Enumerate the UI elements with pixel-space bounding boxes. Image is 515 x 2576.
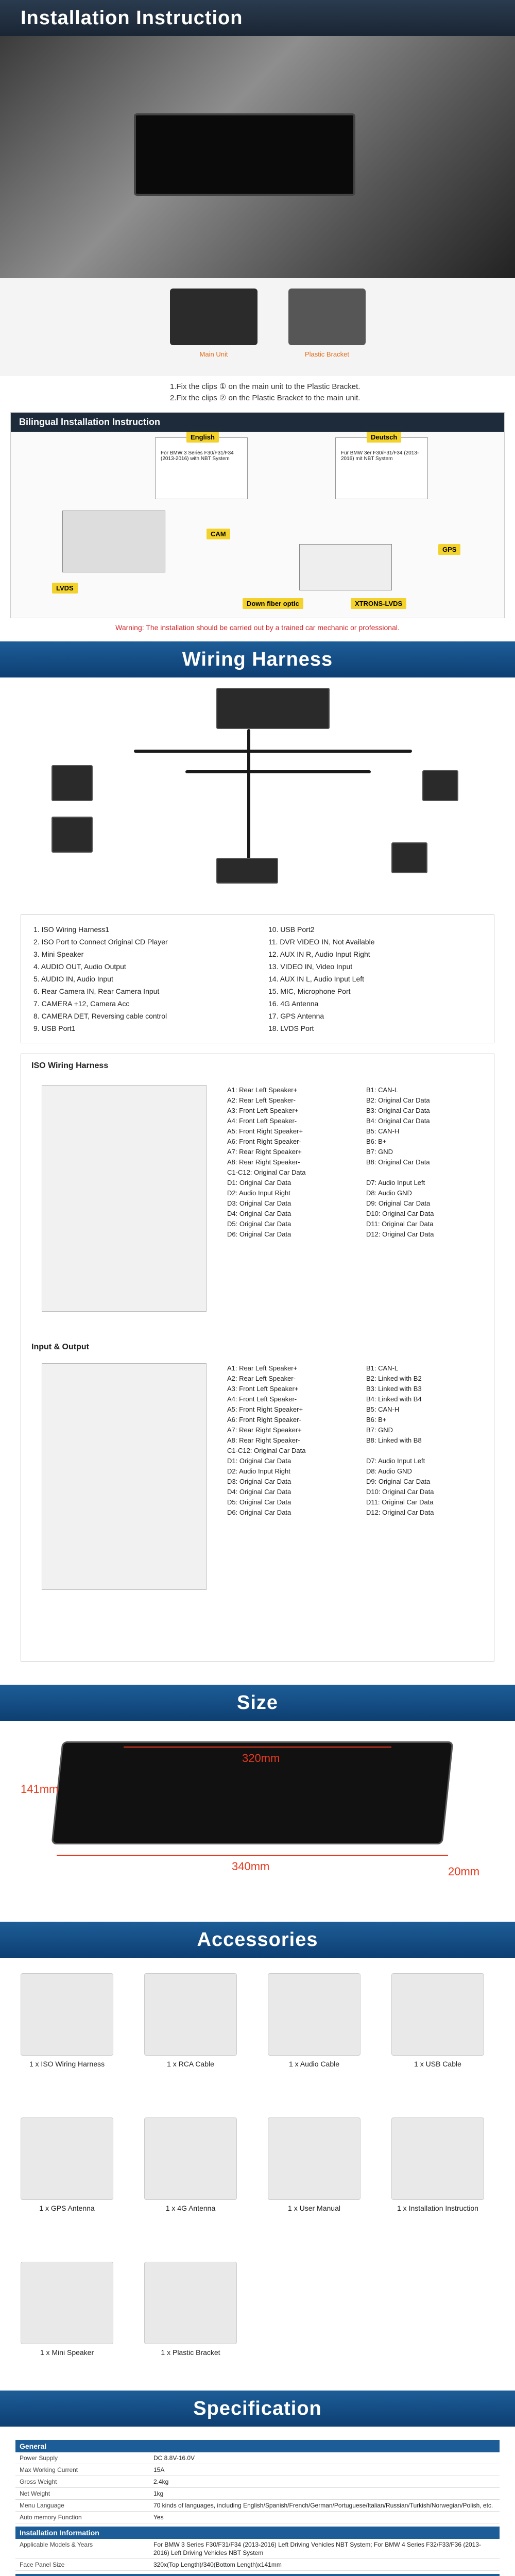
spec-key: Face Panel Size (20, 2561, 65, 2568)
spec-value: 15A (153, 2466, 165, 2473)
spec-key: Max Working Current (20, 2466, 78, 2473)
size-title: Size (236, 1691, 279, 1714)
pin-label: A4: Front Left Speaker- (227, 1395, 297, 1403)
pin-label: A8: Rear Right Speaker- (227, 1436, 300, 1444)
installation-section (0, 0, 515, 636)
spec-title: Specification (193, 2397, 322, 2419)
cam-tag: CAM (207, 529, 230, 539)
install-instruction-image (391, 2117, 484, 2200)
legend-item: 7. CAMERA +12, Camera Acc (33, 999, 130, 1008)
pin-label: B7: GND (366, 1148, 393, 1156)
spec-key: Auto memory Function (20, 2514, 82, 2521)
pin-label: A5: Front Right Speaker+ (227, 1127, 303, 1135)
pin-label: D8: Audio GND (366, 1467, 412, 1475)
spec-row (15, 2539, 500, 2559)
manual-en-title: For BMW 3 Series F30/F31/F34 (2013-2016) with NBT System (161, 450, 234, 462)
iso-panel (21, 1054, 494, 1662)
spec-key: Power Supply (20, 2454, 58, 2462)
pin-label: B1: CAN-L (366, 1086, 399, 1094)
legend-item: 2. ISO Port to Connect Original CD Player (33, 938, 168, 946)
legend-right-list (268, 923, 374, 1035)
down-fiber-tag: Down fiber optic (243, 598, 303, 609)
pin-label: D4: Original Car Data (227, 1488, 291, 1496)
accessories-section (0, 1922, 515, 2380)
legend-item: 10. USB Port2 (268, 925, 315, 934)
io-pin-list (227, 1363, 500, 1518)
head-unit-image (216, 688, 330, 729)
pin-label: D1: Original Car Data (227, 1457, 291, 1465)
spec-key: Net Weight (20, 2490, 50, 2497)
height-label: 141mm (21, 1783, 59, 1795)
bilingual-panel (10, 412, 505, 618)
4g-antenna-image (144, 2117, 237, 2200)
pin-label: D2: Audio Input Right (227, 1189, 290, 1197)
accessory-label: 1 x Audio Cable (288, 2060, 340, 2068)
manual-en (155, 433, 248, 499)
accessory-label: 1 x ISO Wiring Harness (29, 2060, 105, 2068)
legend-item: 4. AUDIO OUT, Audio Output (33, 962, 126, 971)
spec-value: Yes (153, 2514, 164, 2521)
unit-back-image (62, 511, 165, 572)
spec-value: 1kg (153, 2490, 164, 2497)
io-pinout-diagram (42, 1363, 207, 1590)
accessory-label: 1 x RCA Cable (167, 2060, 214, 2068)
legend-item: 5. AUDIO IN, Audio Input (33, 975, 113, 983)
accessory-item (10, 1973, 124, 2068)
pin-label: B6: B+ (366, 1138, 387, 1145)
wiring-section (0, 641, 515, 1677)
mini-speaker-image (21, 2262, 113, 2344)
spec-row (15, 2500, 500, 2512)
pin-label: D9: Original Car Data (366, 1199, 431, 1207)
installation-warning: Warning: The installation should be carried out by a trained car mechanic or professional. (115, 623, 400, 632)
pin-label: D11: Original Car Data (366, 1498, 434, 1506)
wiring-title: Wiring Harness (182, 648, 333, 670)
accessory-item (134, 1973, 247, 2068)
iso-pin-list (227, 1085, 500, 1240)
gps-tag: GPS (438, 544, 460, 555)
accessory-label: 1 x User Manual (288, 2204, 340, 2212)
pin-label: B3: Linked with B3 (366, 1385, 422, 1393)
accessory-label: 1 x Mini Speaker (40, 2348, 94, 2357)
spec-category: General (15, 2440, 500, 2452)
pin-label: A4: Front Left Speaker- (227, 1117, 297, 1125)
pin-label: D6: Original Car Data (227, 1509, 291, 1516)
spec-row (15, 2464, 500, 2476)
legend-item: 8. CAMERA DET, Reversing cable control (33, 1012, 167, 1020)
pin-label: D9: Original Car Data (366, 1478, 431, 1485)
deutsch-tag: Deutsch (367, 432, 401, 443)
accessory-label: 1 x 4G Antenna (165, 2204, 216, 2212)
lvds-tag: LVDS (52, 583, 78, 594)
installation-banner (0, 0, 515, 36)
pin-label: B5: CAN-H (366, 1127, 400, 1135)
spec-key: Menu Language (20, 2502, 64, 2509)
legend-item: 6. Rear Camera IN, Rear Camera Input (33, 987, 160, 995)
pin-label: B4: Linked with B4 (366, 1395, 422, 1403)
inner-dimension-line (124, 1747, 391, 1748)
pin-label: C1-C12: Original Car Data (227, 1168, 306, 1176)
spec-row (15, 2452, 500, 2464)
screen-mockup (134, 113, 355, 196)
pin-label: D8: Audio GND (366, 1189, 412, 1197)
manual-de (335, 433, 428, 499)
iso-harness-image (21, 1973, 113, 2056)
accessory-item (258, 2117, 371, 2212)
accessory-item (134, 2262, 247, 2357)
pin-label: A7: Rear Right Speaker+ (227, 1148, 302, 1156)
legend-item: 11. DVR VIDEO IN, Not Available (268, 938, 375, 946)
legend-item: 17. GPS Antenna (268, 1012, 324, 1020)
pin-label: B7: GND (366, 1426, 393, 1434)
bracket-area (0, 278, 515, 376)
pin-label: D6: Original Car Data (227, 1230, 291, 1238)
spec-banner (0, 2391, 515, 2427)
legend-item: 18. LVDS Port (268, 1024, 314, 1032)
spec-value: 320x(Top Length)/340(Bottom Length)x141mm (153, 2561, 282, 2568)
accessory-label: 1 x GPS Antenna (39, 2204, 95, 2212)
usb-connector (391, 842, 427, 873)
pin-label: B8: Original Car Data (366, 1158, 430, 1166)
pin-label: A8: Rear Right Speaker- (227, 1158, 300, 1166)
accessory-item (381, 1973, 494, 2068)
iso-title: ISO Wiring Harness (31, 1061, 109, 1070)
pin-label: B5: CAN-H (366, 1405, 400, 1413)
usb-cable-image (391, 1973, 484, 2056)
legend-item: 15. MIC, Microphone Port (268, 987, 351, 995)
pin-label: D5: Original Car Data (227, 1220, 291, 1228)
accessory-item (258, 1973, 371, 2068)
pin-label: B8: Linked with B8 (366, 1436, 422, 1444)
iso-pinout-diagram (42, 1085, 207, 1312)
accessory-item (381, 2117, 494, 2212)
installation-title: Installation Instruction (21, 7, 243, 29)
antenna-connector (422, 770, 458, 801)
pin-label: D5: Original Car Data (227, 1498, 291, 1506)
spec-value: 2.4kg (153, 2478, 169, 2485)
harness-diagram (31, 688, 484, 904)
size-section (0, 1685, 515, 1911)
accessory-label: 1 x Installation Instruction (397, 2204, 478, 2212)
spec-table (15, 2437, 500, 2576)
wiring-legend (21, 914, 494, 1043)
english-tag: English (186, 432, 219, 443)
install-step-1: 1.Fix the clips ① on the main unit to the Plastic Bracket. (170, 382, 360, 391)
spec-category (15, 2574, 500, 2576)
lvds-box-image (299, 544, 392, 590)
install-step-2: 2.Fix the clips ② on the Plastic Bracket to the main unit. (170, 394, 360, 402)
accessories-banner (0, 1922, 515, 1958)
pin-label: A2: Rear Left Speaker- (227, 1375, 296, 1382)
pin-label: A6: Front Right Speaker- (227, 1416, 301, 1423)
legend-item: 13. VIDEO IN, Video Input (268, 962, 353, 971)
spec-key: Applicable Models & Years (20, 2541, 93, 2548)
pin-label: D12: Original Car Data (366, 1509, 434, 1516)
user-manual-image (268, 2117, 360, 2200)
pin-label: D10: Original Car Data (366, 1210, 434, 1217)
harness-wire (185, 770, 371, 773)
pin-label: D4: Original Car Data (227, 1210, 291, 1217)
accessory-item (10, 2262, 124, 2357)
pin-label: B2: Original Car Data (366, 1096, 430, 1104)
width-label: 340mm (232, 1860, 270, 1873)
plastic-bracket-image (144, 2262, 237, 2344)
gps-antenna-image (21, 2117, 113, 2200)
lvds-box-tag: XTRONS-LVDS (351, 598, 406, 609)
plastic-bracket-image (288, 289, 366, 345)
spec-value: 70 kinds of languages, including English/Spanish/French/German/Portuguese/Italian/Russian/Turkish/Norwegian/Polish, etc. (153, 2502, 493, 2509)
install-steps (170, 381, 360, 404)
spec-value: For BMW 3 Series F30/F31/F34 (2013-2016) Left Driving Vehicles NBT System; For BMW 4 Series F32/F33/F36 (2013-2016) Left Driving Vehicles NBT System (153, 2541, 482, 2556)
pin-label: D3: Original Car Data (227, 1478, 291, 1485)
inner-width-label: 320mm (242, 1752, 280, 1765)
iso-connector (52, 765, 93, 801)
pin-label (366, 1446, 500, 1456)
pin-label: B1: CAN-L (366, 1364, 399, 1372)
pin-label: A5: Front Right Speaker+ (227, 1405, 303, 1413)
pin-label: A3: Front Left Speaker+ (227, 1107, 299, 1114)
dashboard-photo (0, 36, 515, 278)
legend-item: 14. AUX IN L, Audio Input Left (268, 975, 365, 983)
rca-connector (216, 858, 278, 884)
accessory-item (10, 2117, 124, 2212)
spec-category: Installation Information (15, 2527, 500, 2539)
pin-label: D7: Audio Input Left (366, 1179, 425, 1187)
spec-row (15, 2488, 500, 2500)
legend-item: 16. 4G Antenna (268, 999, 319, 1008)
spec-key: Gross Weight (20, 2478, 57, 2485)
depth-label: 20mm (448, 1865, 480, 1878)
manual-de-title: Für BMW 3er F30/F31/F34 (2013-2016) mit NBT System (341, 450, 419, 462)
harness-wire (134, 750, 412, 753)
pin-label: A1: Rear Left Speaker+ (227, 1364, 298, 1372)
bilingual-title: Bilingual Installation Instruction (11, 413, 504, 432)
size-banner (0, 1685, 515, 1721)
pin-label: A6: Front Right Speaker- (227, 1138, 301, 1145)
pin-label: D1: Original Car Data (227, 1179, 291, 1187)
pin-label: D11: Original Car Data (366, 1220, 434, 1228)
audio-cable-image (268, 1973, 360, 2056)
plastic-bracket-label: Plastic Bracket (305, 350, 349, 358)
accessory-item (134, 2117, 247, 2212)
pin-label: B6: B+ (366, 1416, 387, 1423)
iso-connector (52, 817, 93, 853)
accessory-label: 1 x Plastic Bracket (161, 2348, 220, 2357)
pin-label: B3: Original Car Data (366, 1107, 430, 1114)
pin-label: A1: Rear Left Speaker+ (227, 1086, 298, 1094)
pin-label: D3: Original Car Data (227, 1199, 291, 1207)
legend-item: 12. AUX IN R, Audio Input Right (268, 950, 370, 958)
spec-row (15, 2512, 500, 2523)
legend-left-list (33, 923, 168, 1035)
pin-label: A3: Front Left Speaker+ (227, 1385, 299, 1393)
pin-label: A2: Rear Left Speaker- (227, 1096, 296, 1104)
pin-label: B2: Linked with B2 (366, 1375, 422, 1382)
spec-row (15, 2476, 500, 2488)
legend-item: 9. USB Port1 (33, 1024, 76, 1032)
pin-label: D7: Audio Input Left (366, 1457, 425, 1465)
spec-value: DC 8.8V-16.0V (153, 2454, 195, 2462)
pin-label: A7: Rear Right Speaker+ (227, 1426, 302, 1434)
wiring-banner (0, 641, 515, 677)
pin-label: D2: Audio Input Right (227, 1467, 290, 1475)
io-title: Input & Output (31, 1343, 89, 1351)
pin-label: B4: Original Car Data (366, 1117, 430, 1125)
legend-item: 3. Mini Speaker (33, 950, 84, 958)
main-unit-image (170, 289, 258, 345)
accessory-label: 1 x USB Cable (414, 2060, 461, 2068)
main-unit-label: Main Unit (199, 350, 228, 358)
spec-row (15, 2559, 500, 2571)
pin-label: D10: Original Car Data (366, 1488, 434, 1496)
pin-label: C1-C12: Original Car Data (227, 1447, 306, 1454)
pin-label: D12: Original Car Data (366, 1230, 434, 1238)
width-dimension-line (57, 1855, 448, 1856)
rca-cable-image (144, 1973, 237, 2056)
pin-label (366, 1167, 500, 1178)
spec-section (0, 2391, 515, 2576)
legend-item: 1. ISO Wiring Harness1 (33, 925, 110, 934)
accessories-title: Accessories (197, 1928, 318, 1951)
